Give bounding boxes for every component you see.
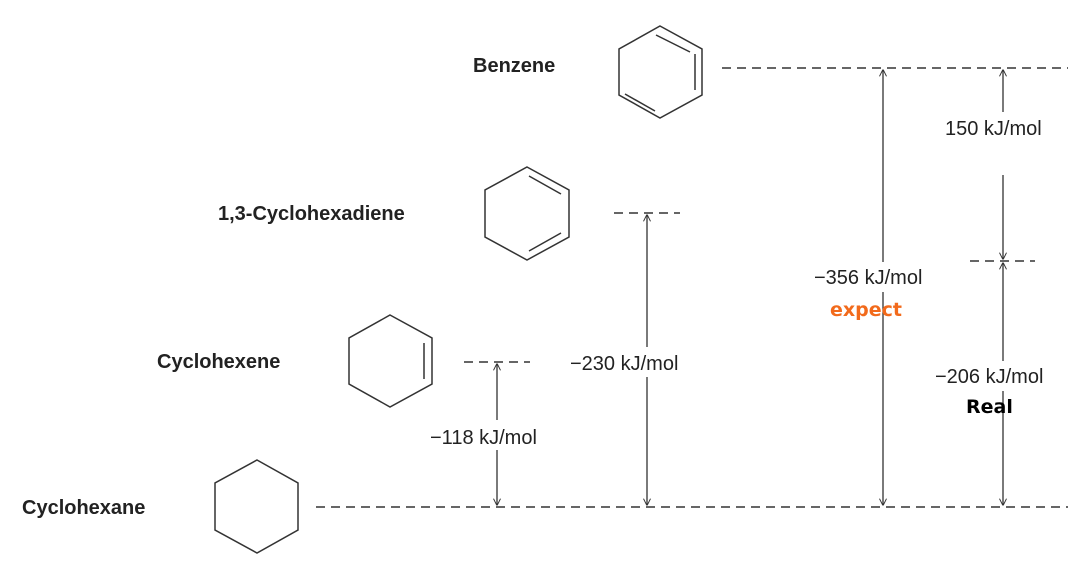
cyclohexene-structure-icon (349, 315, 432, 407)
real-energy: −206 kJ/mol (935, 366, 1044, 388)
real-annotation: Real (966, 396, 1013, 418)
cyclohexene-energy: −118 kJ/mol (430, 427, 537, 449)
cyclohexadiene-label: 1,3-Cyclohexadiene (218, 203, 405, 225)
cyclohexane-label: Cyclohexane (22, 497, 146, 519)
cyclohexadiene-energy: −230 kJ/mol (570, 353, 679, 375)
cyclohexane-structure-icon (215, 460, 298, 553)
expect-annotation: expect (830, 299, 902, 321)
cyclohexene-label: Cyclohexene (157, 351, 281, 373)
benzene-structure-icon (619, 26, 702, 118)
expected-energy: −356 kJ/mol (814, 267, 923, 289)
resonance-energy: 150 kJ/mol (945, 118, 1042, 140)
cyclohexadiene-structure-icon (485, 167, 569, 260)
benzene-label: Benzene (473, 55, 556, 77)
